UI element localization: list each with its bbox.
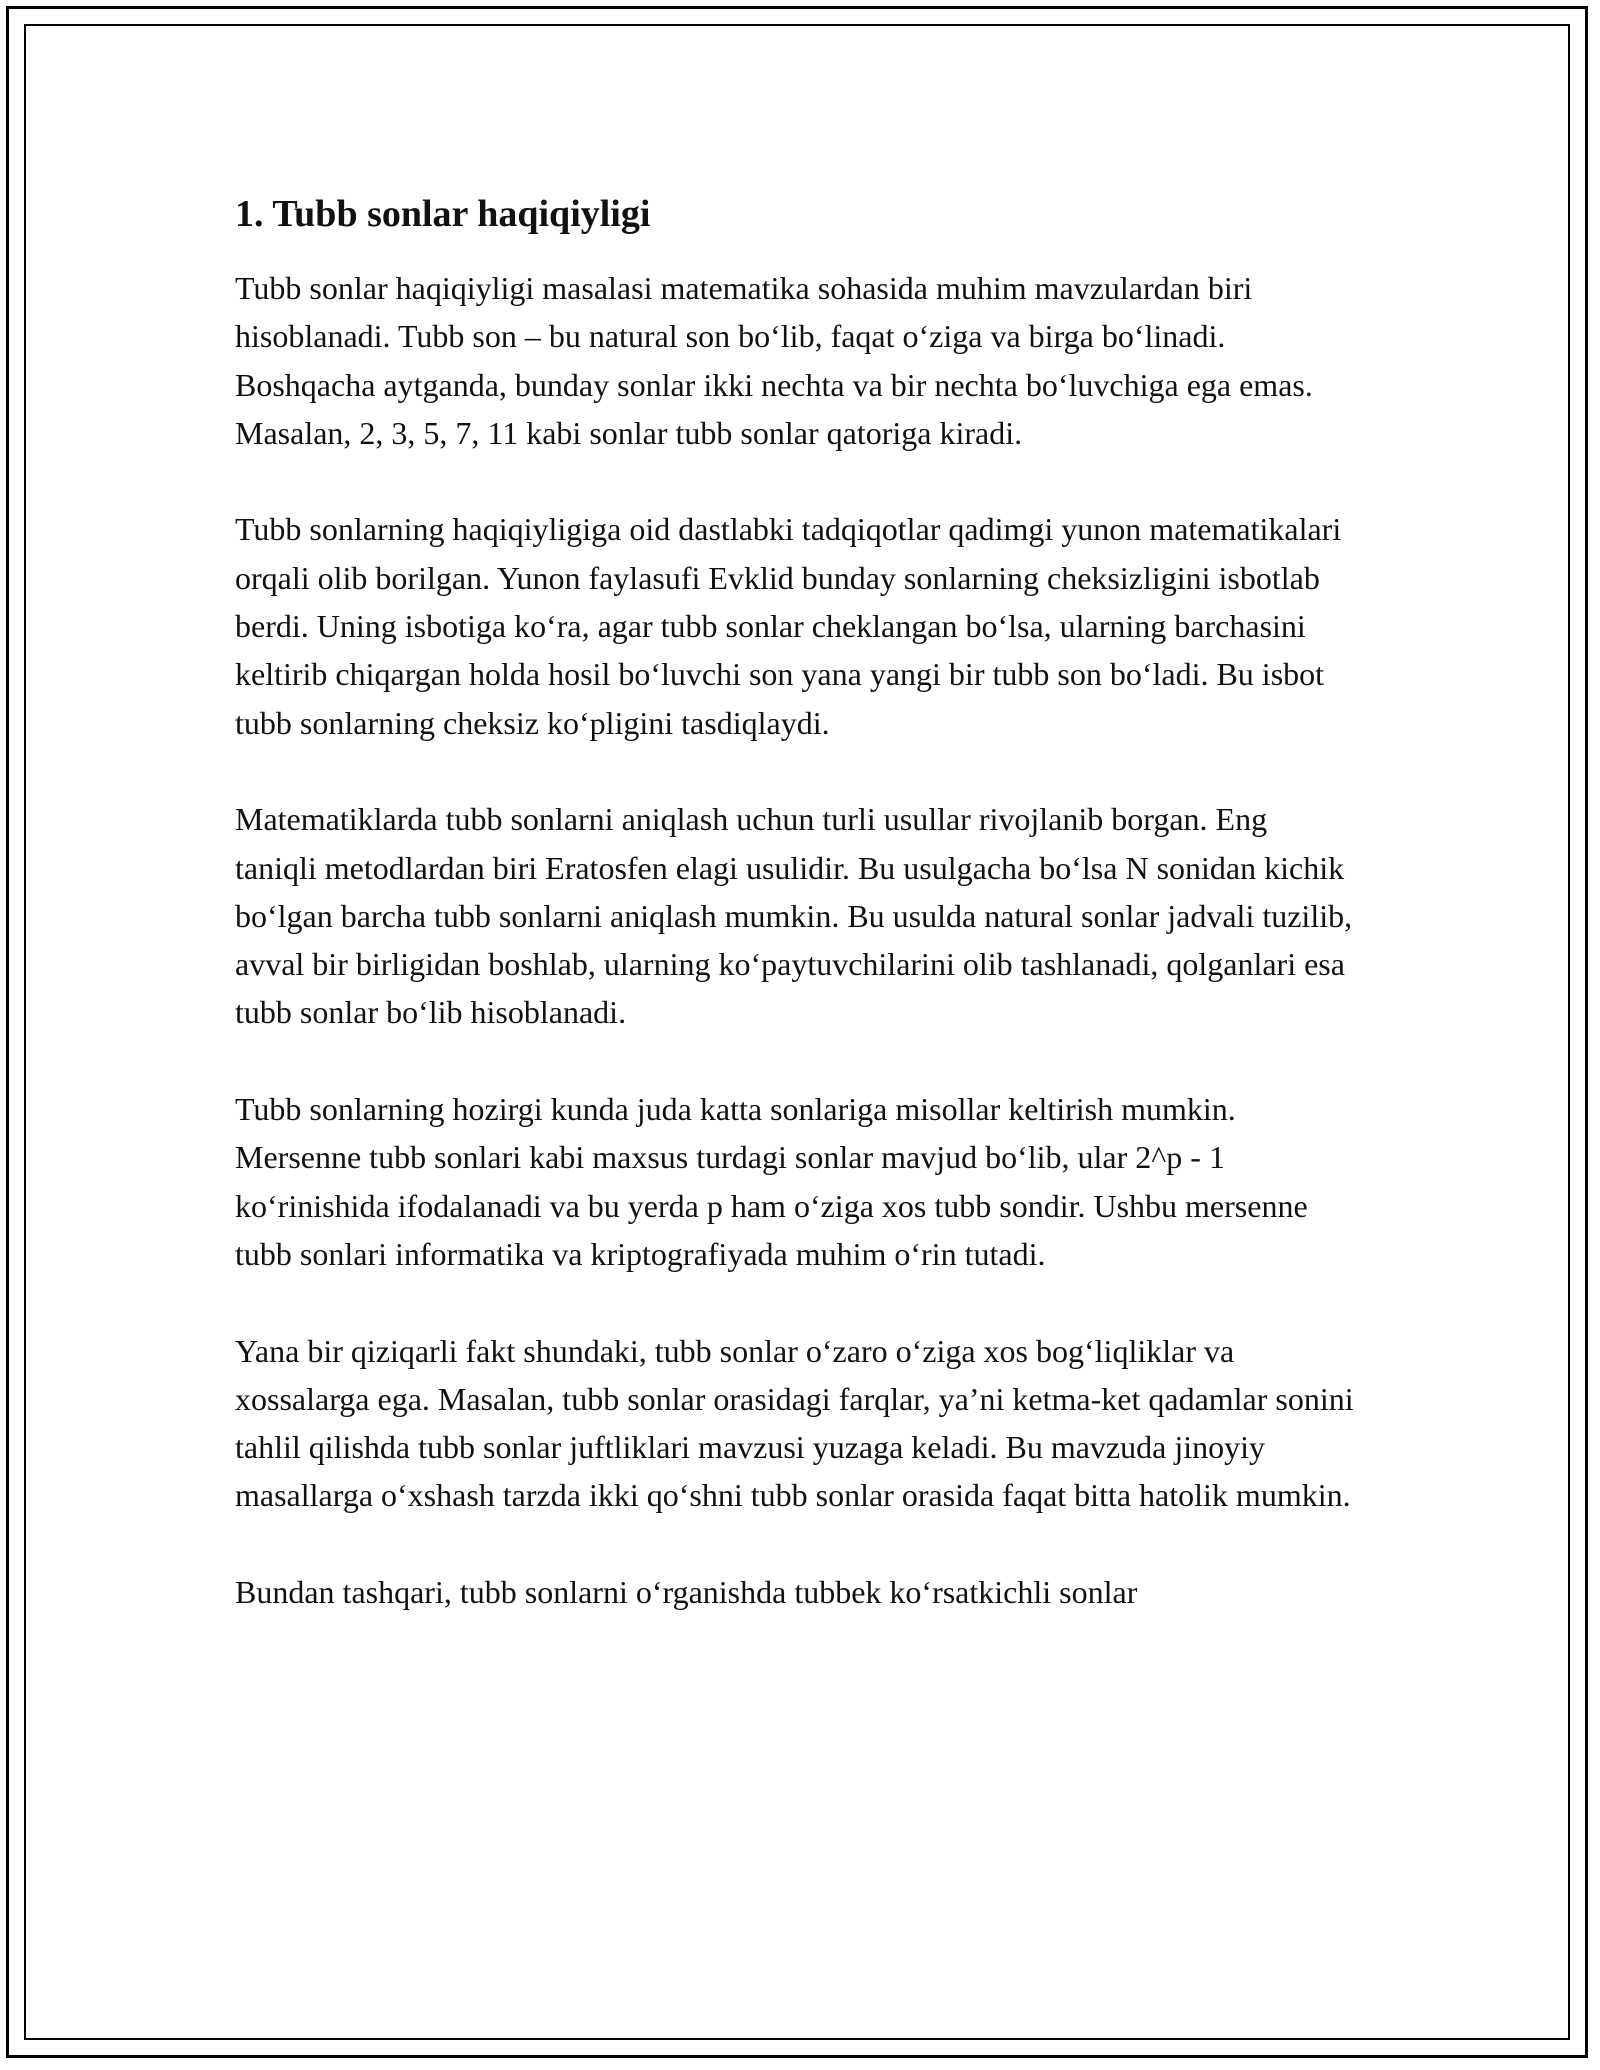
document-body bbox=[235, 182, 1355, 1665]
paragraph-5: Yana bir qiziqarli fakt shundaki, tubb sonlar o‘zaro o‘ziga xos bog‘liqliklar va xossalarga ega. Masalan, tubb sonlar orasidagi farqlar, ya’ni ketma-ket qadamlar sonini tahlil qilishda tubb sonlar juftliklari mavzusi yuzaga keladi. Bu mavzuda jinoyiy masallarga o‘xshash tarzda ikki qo‘shni tubb sonlar orasida faqat bitta hatolik mumkin. bbox=[235, 1332, 1354, 1514]
section-heading: 1. Tubb sonlar haqiqiyligi bbox=[235, 193, 651, 235]
paragraph-6: Bundan tashqari, tubb sonlarni o‘rganishda tubbek ko‘rsatkichli sonlar bbox=[235, 1574, 1138, 1611]
paragraph-1: Tubb sonlar haqiqiyligi masalasi matematika sohasida muhim mavzulardan biri hisoblanadi. Tubb son – bu natural son bo‘lib, faqat o‘ziga va birga bo‘linadi. Boshqacha aytganda, bunday sonlar ikki nechta va bir nechta bo‘luvchiga ega emas. Masalan, 2, 3, 5, 7, 11 kabi sonlar tubb sonlar qatoriga kiradi. bbox=[235, 270, 1313, 451]
paragraph-4: Tubb sonlarning hozirgi kunda juda katta sonlariga misollar keltirish mumkin. Mersenne tubb sonlari kabi maxsus turdagi sonlar mavjud bo‘lib, ular 2^p - 1 ko‘rinishida ifodalanadi va bu yerda p ham o‘ziga xos tubb sondir. Ushbu mersenne tubb sonlari informatika va kriptografiyada muhim o‘rin tutadi. bbox=[235, 1091, 1308, 1272]
paragraph-2: Tubb sonlarning haqiqiyligiga oid dastlabki tadqiqotlar qadimgi yunon matematikalari orqali olib borilgan. Yunon faylasufi Evklid bunday sonlarning cheksizligini isbotlab berdi. Uning isbotiga ko‘ra, agar tubb sonlar cheklangan bo‘lsa, ularning barchasini keltirib chiqargan holda hosil bo‘luvchi son yana yangi bir tubb son bo‘ladi. Bu isbot tubb sonlarning cheksiz ko‘pligini tasdiqlaydi. bbox=[235, 511, 1342, 741]
paragraph-3: Matematiklarda tubb sonlarni aniqlash uchun turli usullar rivojlanib borgan. Eng taniqli metodlardan biri Eratosfen elagi usulidir. Bu usulgacha bo‘lsa N sonidan kichik bo‘lgan barcha tubb sonlarni aniqlash mumkin. Bu usulda natural sonlar jadvali tuzilib, avval bir birligidan boshlab, ularning ko‘paytuvchilarini olib tashlanadi, qolganlari esa tubb sonlar bo‘lib hisoblanadi. bbox=[235, 801, 1353, 1031]
